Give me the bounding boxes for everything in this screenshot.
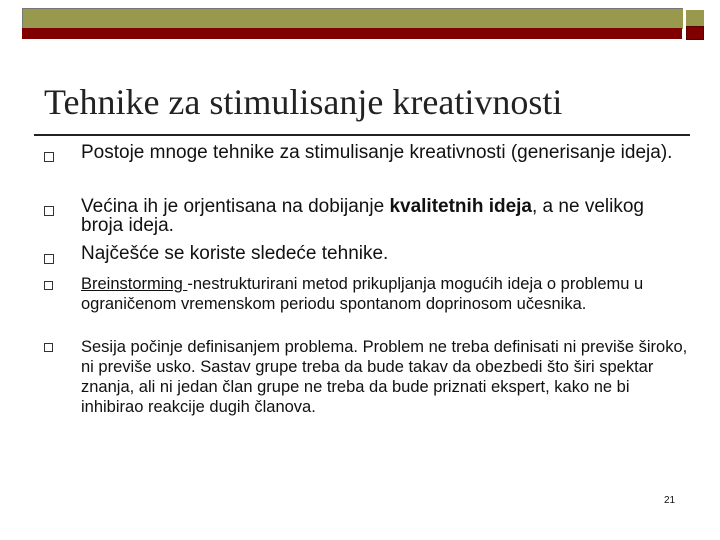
bullet-text-2 — [81, 197, 691, 235]
title-divider — [34, 134, 690, 136]
bullet-square-icon — [44, 254, 54, 264]
bullet-2-bold: kvalitetnih ideja — [389, 196, 532, 217]
bullet-square-icon — [44, 281, 53, 290]
bullet-2-end: , a ne velikog broja ideja. — [81, 196, 644, 236]
bullet-text-5: Sesija počinje definisanjem problema. Problem ne treba definisati ni previše široko, ni previše usko. Sastav grupe treba da bude takav da obezbedi što širi spektar znanja, ali ni jedan član grupe ne treba da bude priznati ekspert, kako ne bi inhibirao reakcije dugih članova. — [81, 338, 688, 416]
bullet-2-start: Većina ih je orjentisana na dobijanje — [81, 196, 390, 217]
bullet-text-3: Najčešće se koriste sledeće tehnike. — [81, 243, 389, 264]
header-square-maroon — [686, 26, 704, 40]
bullet-square-icon — [44, 152, 54, 162]
bullet-square-icon — [44, 206, 54, 216]
slide-title: Tehnike za stimulisanje kreativnosti — [44, 82, 563, 122]
bullet-text-1: Postoje mnoge tehnike za stimulisanje kreativnosti (generisanje ideja). — [81, 142, 673, 163]
breinstorming-link[interactable]: Breinstorming — [81, 275, 188, 293]
bullet-4-rest: -nestrukturirani metod prikupljanja mogućih ideja o problemu u ograničenom vremenskom periodu spontanom doprinosom učesnika. — [81, 275, 644, 313]
bullet-text-4 — [81, 274, 691, 314]
header-bar-olive — [22, 8, 683, 29]
bullet-square-icon — [44, 343, 53, 352]
header-bar-maroon — [22, 28, 682, 39]
page-number: 21 — [664, 495, 676, 506]
